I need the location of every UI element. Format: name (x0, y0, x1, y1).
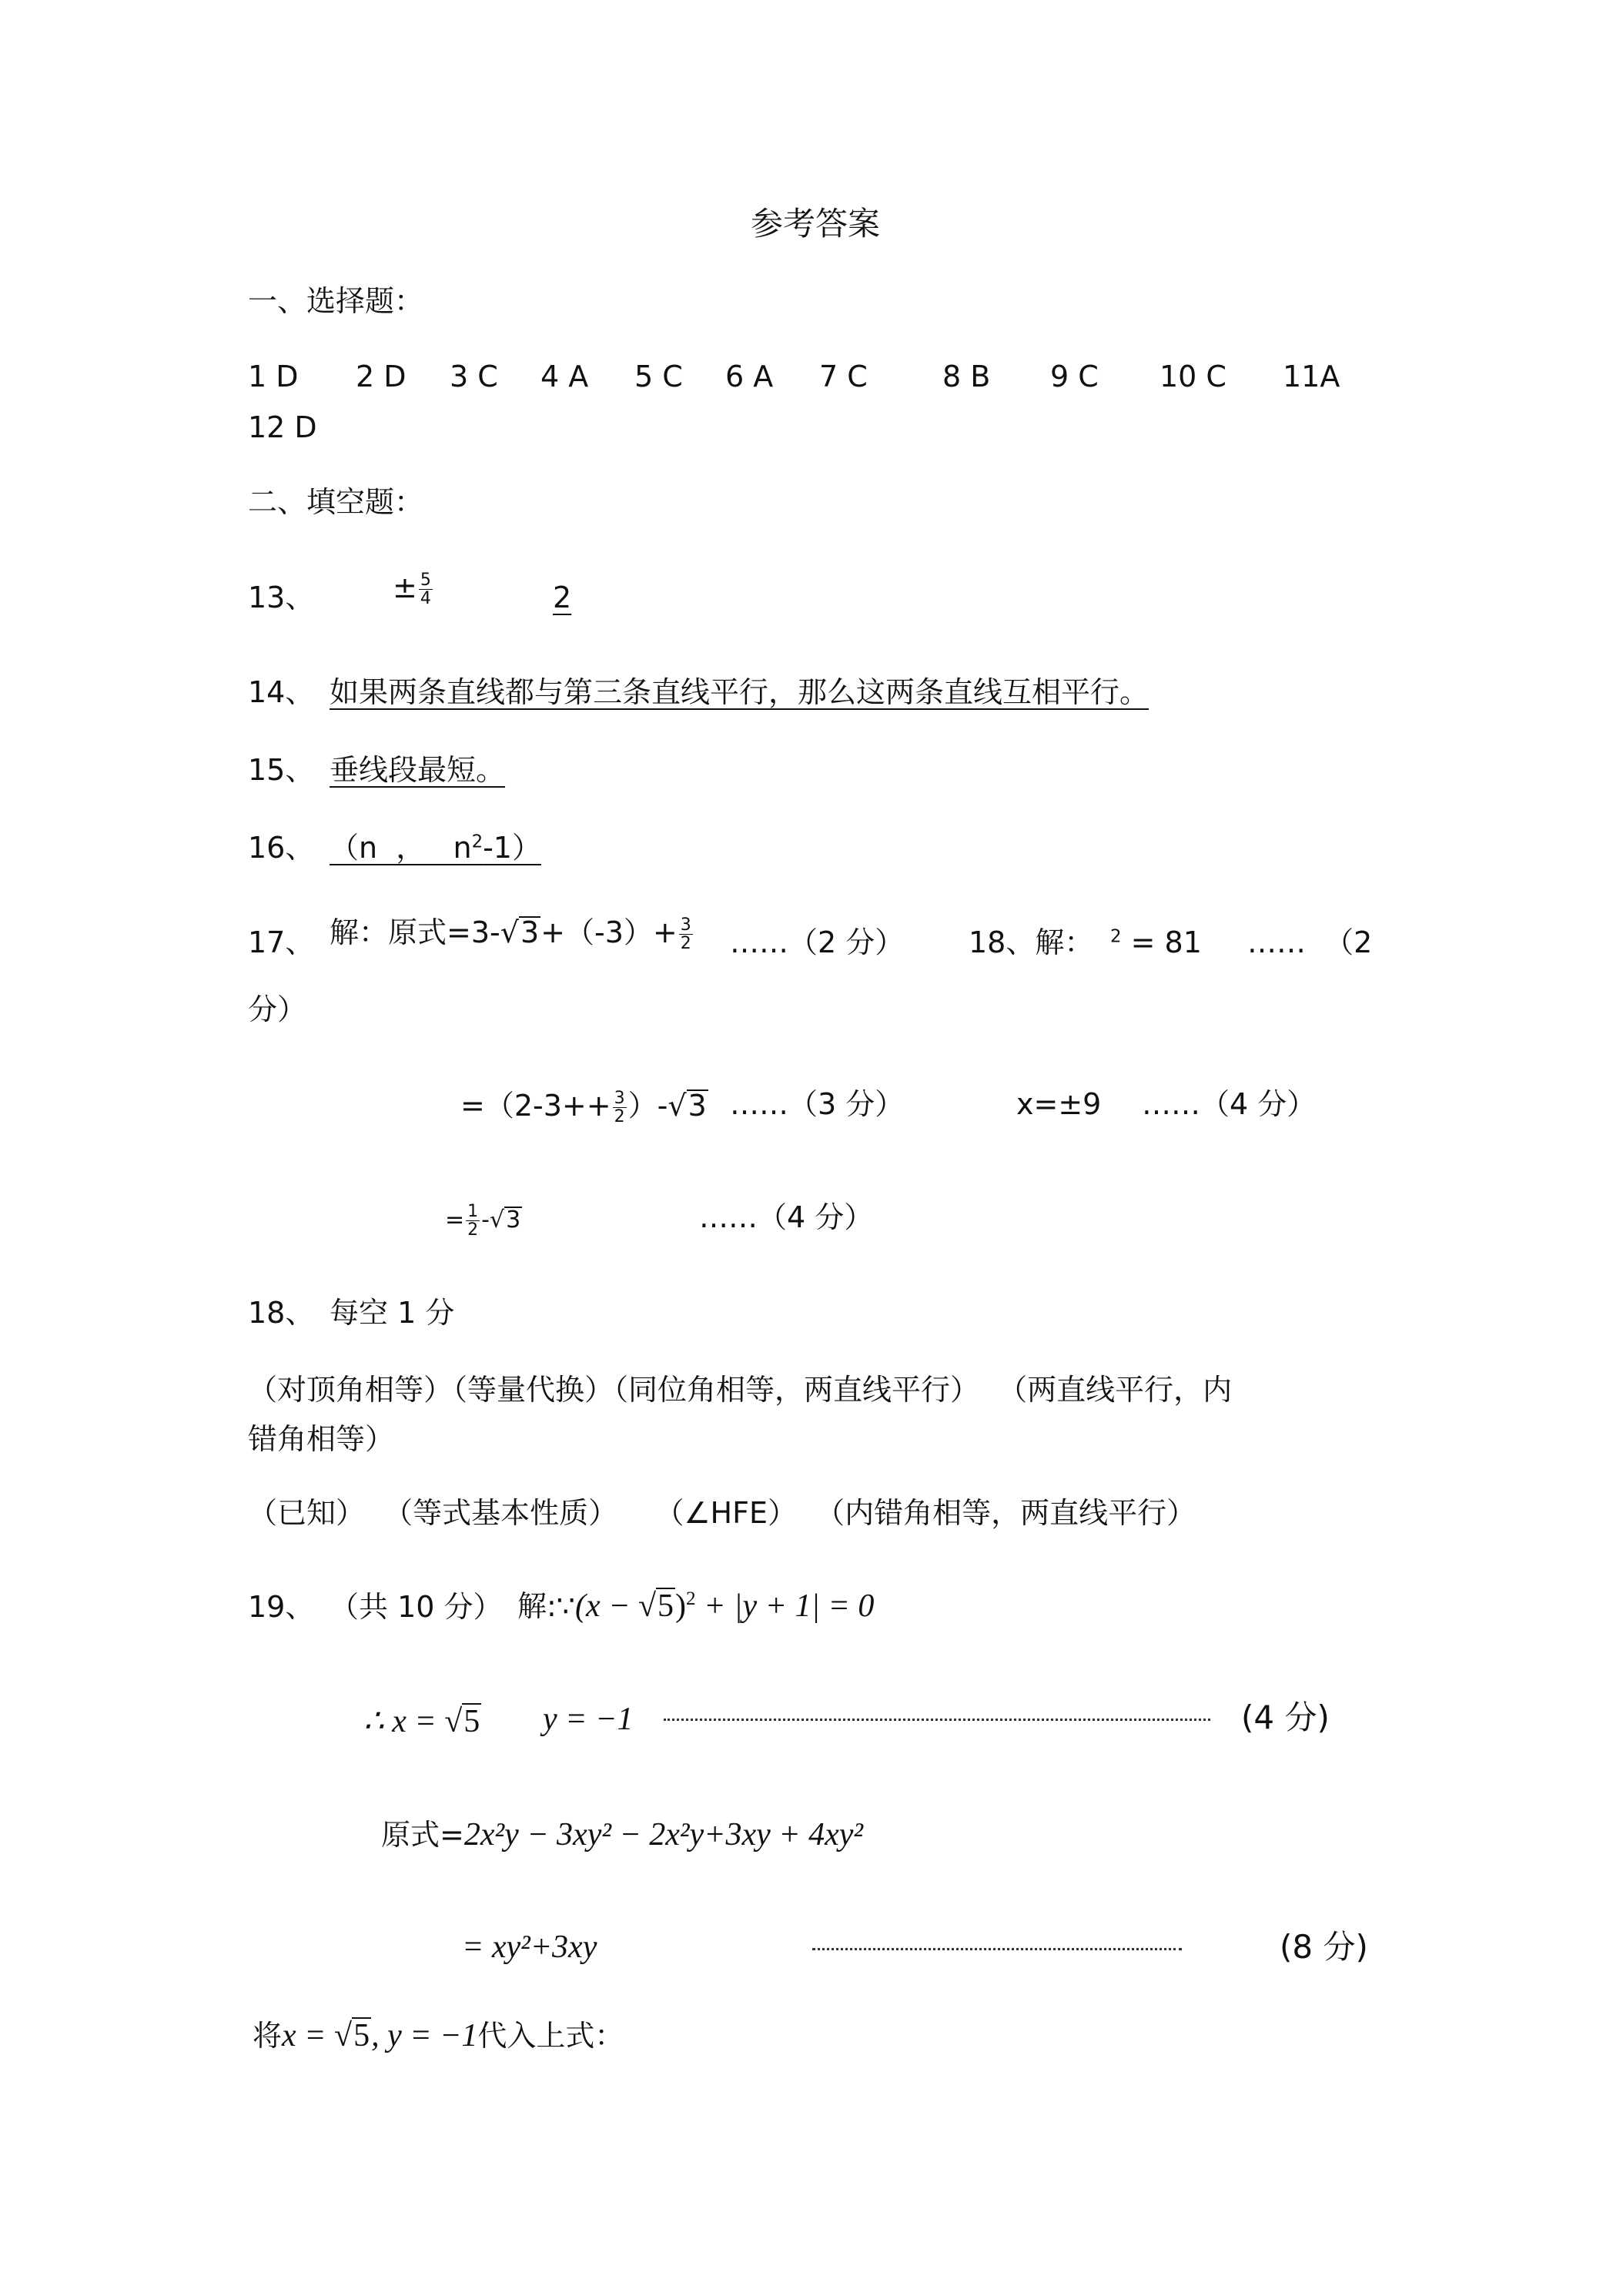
q17-line2-b: ）- (627, 1089, 668, 1123)
q19-sub-root: 5 (353, 2018, 370, 2053)
q19-sub-a: 将 (253, 2019, 283, 2053)
q18b-note: 每空 1 分 (330, 1296, 455, 1330)
q19-result (363, 1703, 481, 1739)
q19-orig-label: 原式= (381, 1818, 464, 1852)
sqrt-icon: √3 (489, 1207, 521, 1234)
q18a-equation (1110, 925, 1202, 959)
answer-4: 4 A (540, 360, 589, 393)
page-title: 参考答案 (751, 205, 881, 243)
section-heading-choice: 一、选择题： (248, 284, 424, 318)
q18a-score1-cont: 分） (248, 992, 307, 1026)
q16-number: 16、 (248, 831, 315, 865)
q19-eq1-c: + |y + 1| = 0 (695, 1588, 875, 1624)
q19-substitute (253, 2017, 624, 2053)
q19-eq1-root: 5 (658, 1588, 674, 1624)
q16-text-b: -1） (483, 831, 541, 865)
q17-frac2 (613, 1089, 627, 1126)
q16-text-a: （n ， n (330, 831, 472, 865)
answer-9: 9 C (1050, 360, 1099, 393)
q14-answer: 如果两条直线都与第三条直线平行，那么这两条直线互相平行。 (330, 675, 1149, 709)
q18a-eq-sup: 2 (1110, 926, 1122, 947)
q16-answer (330, 831, 541, 865)
q17-root-3: 3 (506, 1207, 521, 1234)
answer-8: 8 B (942, 360, 991, 393)
q19-sub-c: , y = −1 (371, 2018, 478, 2053)
q17-line3-a: = (445, 1207, 465, 1234)
q19-res-y: y = −1 (543, 1702, 634, 1737)
q19-number: 19、 (248, 1590, 315, 1624)
answer-6: 6 A (725, 360, 774, 393)
q16-sup: 2 (471, 832, 484, 852)
q19-score2: (8 分) (1280, 1928, 1368, 1966)
q19-sub-d: 代入上式： (477, 2019, 624, 2053)
q13-frac-num: 5 (420, 571, 431, 590)
q13-answer-2: 2 (553, 581, 572, 614)
sqrt-icon: √5 (637, 1588, 674, 1624)
q19-equation1 (517, 1588, 874, 1623)
q19-eq1-sup: 2 (686, 1588, 696, 1609)
sqrt-icon: √5 (334, 2018, 370, 2053)
q14-number: 14、 (248, 675, 315, 709)
section-heading-fill: 二、填空题： (248, 485, 424, 519)
answer-3: 3 C (450, 360, 498, 393)
q13-fraction (419, 571, 433, 607)
q17-frac1 (679, 916, 693, 952)
q19-sol: 解:∵ (517, 1589, 575, 1623)
q17-score1: ……（2 分） (730, 925, 905, 959)
q19-res-root: 5 (463, 1704, 480, 1739)
q15-answer: 垂线段最短。 (330, 753, 506, 787)
q19-eq1-a: (x − (574, 1588, 638, 1624)
q17-line3 (445, 1203, 522, 1239)
answer-5: 5 C (634, 360, 683, 393)
q17-frac1-num: 3 (680, 915, 691, 935)
q18a-number: 18、解： (969, 925, 1094, 959)
q17-score2: ……（3 分） (730, 1087, 905, 1121)
q19-sub-b: x = (282, 2018, 334, 2053)
q19-orig-expr: 2x²y − 3xy² − 2x²y+3xy + 4xy² (463, 1817, 863, 1853)
answer-12: 12 D (248, 410, 317, 444)
q17-number: 17、 (248, 925, 315, 959)
q18a-score2: ……（4 分） (1142, 1087, 1317, 1121)
q17-frac1-den: 2 (680, 934, 691, 954)
q18a-score1: …… （2 (1247, 925, 1373, 959)
answer-11: 11A (1283, 360, 1340, 393)
q17-line1-a: 解：原式=3- (330, 915, 500, 950)
sqrt-icon: √3 (668, 1089, 707, 1123)
q17-line1-b: +（-3）+ (540, 915, 678, 950)
answer-10: 10 C (1160, 360, 1226, 393)
q18a-eq: = 81 (1121, 925, 1202, 959)
q17-frac2-num: 3 (614, 1089, 625, 1108)
answer-7: 7 C (819, 360, 868, 393)
q17-frac3-num: 1 (467, 1202, 479, 1221)
q19-score1: (4 分) (1241, 1699, 1330, 1736)
q17-score3: ……（4 分） (699, 1200, 874, 1234)
q13-frac-den: 4 (420, 589, 431, 609)
q18b-number: 18、 (248, 1296, 315, 1330)
sqrt-icon: √5 (444, 1704, 480, 1739)
q17-frac3 (466, 1203, 480, 1239)
q17-root: 3 (520, 915, 540, 950)
q19-simplified: = xy²+3xy (462, 1930, 597, 1965)
q19-original (381, 1819, 863, 1851)
q19-leader-dots-2 (812, 1948, 1182, 1950)
q17-frac2-den: 2 (614, 1107, 625, 1127)
q18b-row2: （已知） （等式基本性质） （∠HFE） （内错角相等，两直线平行） (248, 1496, 1196, 1530)
answer-1: 1 D (248, 360, 299, 393)
q19-res-a: ∴ x = (363, 1704, 445, 1739)
q17-line3-b: - (481, 1207, 490, 1234)
q13-plus-minus: ± (393, 571, 417, 605)
q17-line2 (460, 1089, 708, 1126)
q18b-row1-cont: 错角相等） (248, 1422, 395, 1456)
q18a-x-eq: x=±9 (1016, 1087, 1102, 1121)
q17-line2-a: =（2-3++ (460, 1089, 611, 1123)
q19-eq1-b: ) (675, 1588, 687, 1624)
q19-leader-dots-1 (664, 1719, 1210, 1721)
answer-2: 2 D (356, 360, 407, 393)
q17-frac3-den: 2 (467, 1220, 479, 1240)
q17-root-2: 3 (688, 1089, 707, 1123)
q19-total: （共 10 分） (330, 1590, 503, 1624)
q18b-row1: （对顶角相等）（等量代换）（同位角相等，两直线平行） （两直线平行，内 (248, 1373, 1233, 1407)
choice-answers-row1 (248, 362, 1340, 391)
q17-line1 (330, 916, 694, 952)
q15-number: 15、 (248, 753, 315, 787)
q13-answer-1 (393, 571, 434, 607)
sqrt-icon: √3 (500, 915, 540, 950)
q13-number: 13、 (248, 581, 315, 614)
